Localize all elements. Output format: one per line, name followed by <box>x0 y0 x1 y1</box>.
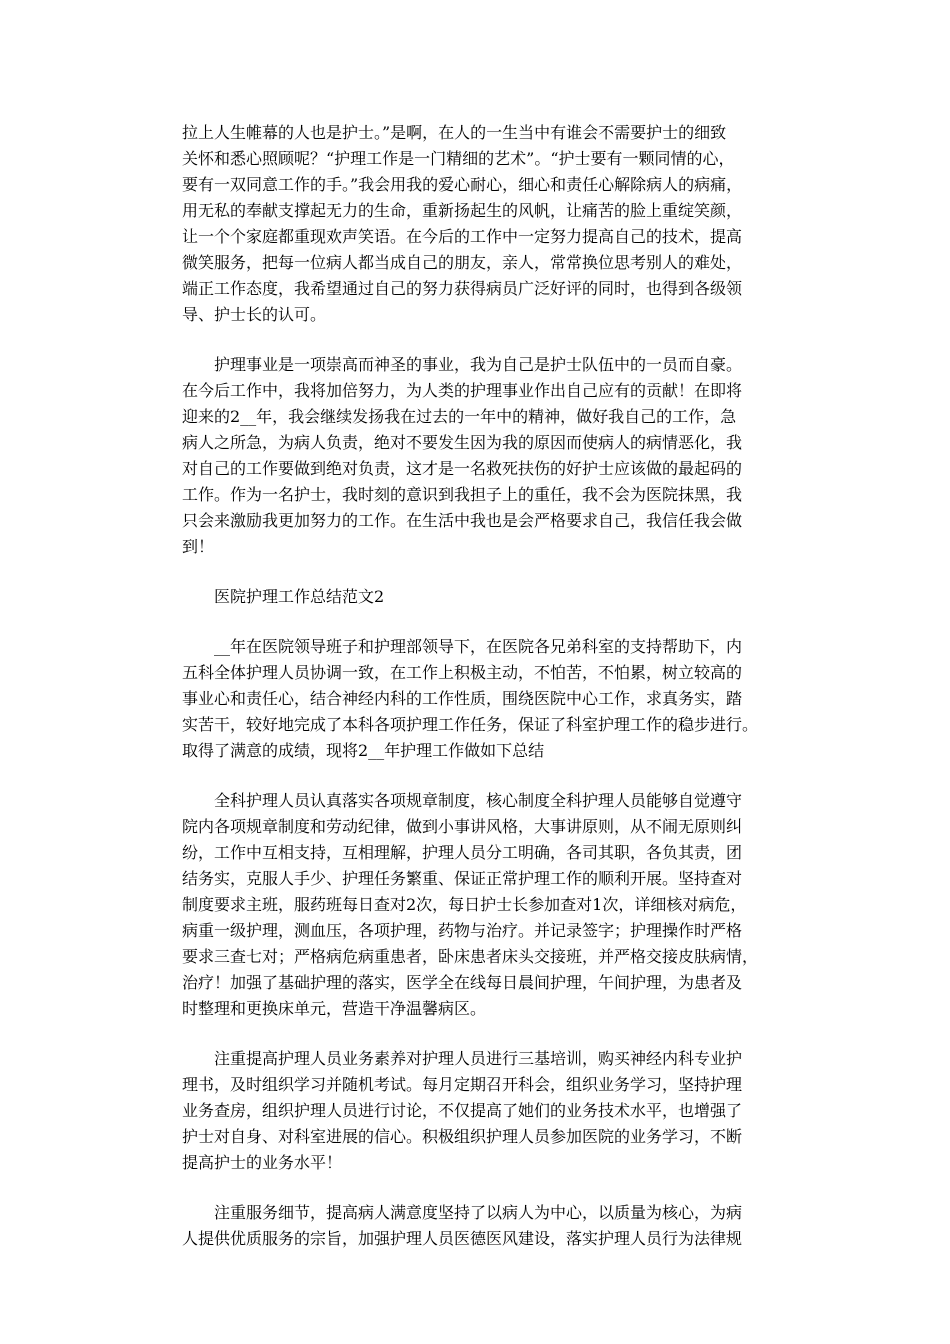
body-paragraph <box>182 1046 782 1176</box>
text-line: 导、护士长的认可。 <box>182 305 327 324</box>
text-line: 只会来激励我更加努力的工作。在生活中我也是会严格要求自己，我信任我会做 <box>182 511 743 530</box>
document-page <box>182 120 782 1276</box>
text-line: 实苦干，较好地完成了本科各项护理工作任务，保证了科室护理工作的稳步进行。 <box>182 715 759 734</box>
text-line: 提高护士的业务水平！ <box>182 1153 343 1172</box>
text-line: 医院护理工作总结范文2 <box>214 587 385 606</box>
text-line: 护理事业是一项崇高而神圣的事业，我为自己是护士队伍中的一员而自豪。 <box>214 355 743 374</box>
body-paragraph <box>182 352 782 560</box>
body-paragraph <box>182 788 782 1022</box>
text-line: __年在医院领导班子和护理部领导下，在医院各兄弟科室的支持帮助下，内 <box>214 637 743 656</box>
body-paragraph <box>182 634 782 764</box>
text-line: 五科全体护理人员协调一致，在工作上积极主动，不怕苦，不怕累，树立较高的 <box>182 663 743 682</box>
text-line: 病重一级护理，测血压，各项护理，药物与治疗。并记录签字；护理操作时严格 <box>182 921 743 940</box>
text-line: 拉上人生帷幕的人也是护士。”是啊，在人的一生当中有谁会不需要护士的细致 <box>182 123 727 142</box>
body-paragraph <box>182 1200 782 1252</box>
text-line: 事业心和责任心，结合神经内科的工作性质，围绕医院中心工作，求真务实，踏 <box>182 689 743 708</box>
text-line: 业务查房，组织护理人员进行讨论，不仅提高了她们的业务技术水平，也增强了 <box>182 1101 743 1120</box>
text-line: 微笑服务，把每一位病人都当成自己的朋友，亲人，常常换位思考别人的难处， <box>182 253 743 272</box>
text-line: 治疗！加强了基础护理的落实，医学全在线每日晨间护理，午间护理，为患者及 <box>182 973 743 992</box>
text-line: 到！ <box>182 537 215 556</box>
text-line: 人提供优质服务的宗旨，加强护理人员医德医风建设，落实护理人员行为法律规 <box>182 1229 743 1248</box>
text-line: 关怀和悉心照顾呢？“护理工作是一门精细的艺术”。“护士要有一颗同情的心， <box>182 149 735 168</box>
text-line: 结务实，克服人手少、护理任务繁重、保证正常护理工作的顺利开展。坚持查对 <box>182 869 743 888</box>
text-line: 病人之所急，为病人负责，绝对不要发生因为我的原因而使病人的病情恶化，我 <box>182 433 743 452</box>
text-line: 用无私的奉献支撑起无力的生命，重新扬起生的风帆，让痛苦的脸上重绽笑颜， <box>182 201 743 220</box>
text-line: 护士对自身、对科室进展的信心。积极组织护理人员参加医院的业务学习，不断 <box>182 1127 743 1146</box>
text-line: 取得了满意的成绩，现将2__年护理工作做如下总结 <box>182 741 545 760</box>
section-heading <box>182 584 782 610</box>
text-line: 制度要求主班，服药班每日查对2次，每日护士长参加查对1次，详细核对病危， <box>182 895 747 914</box>
text-line: 要有一双同意工作的手。”我会用我的爱心耐心，细心和责任心解除病人的病痛， <box>182 175 743 194</box>
text-line: 让一个个家庭都重现欢声笑语。在今后的工作中一定努力提高自己的技术，提高 <box>182 227 743 246</box>
text-line: 注重服务细节，提高病人满意度坚持了以病人为中心，以质量为核心，为病 <box>214 1203 743 1222</box>
text-line: 迎来的2__年，我会继续发扬我在过去的一年中的精神，做好我自己的工作，急 <box>182 407 737 426</box>
text-line: 注重提高护理人员业务素养对护理人员进行三基培训，购买神经内科专业护 <box>214 1049 743 1068</box>
text-line: 理书，及时组织学习并随机考试。每月定期召开科会，组织业务学习，坚持护理 <box>182 1075 743 1094</box>
text-line: 在今后工作中，我将加倍努力，为人类的护理事业作出自己应有的贡献！在即将 <box>182 381 743 400</box>
text-line: 院内各项规章制度和劳动纪律，做到小事讲风格，大事讲原则，从不闹无原则纠 <box>182 817 743 836</box>
text-line: 对自己的工作要做到绝对负责，这才是一名救死扶伤的好护士应该做的最起码的 <box>182 459 743 478</box>
text-line: 时整理和更换床单元，营造干净温馨病区。 <box>182 999 487 1018</box>
text-line: 端正工作态度，我希望通过自己的努力获得病员广泛好评的同时，也得到各级领 <box>182 279 743 298</box>
text-line: 全科护理人员认真落实各项规章制度，核心制度全科护理人员能够自觉遵守 <box>214 791 743 810</box>
text-line: 工作。作为一名护士，我时刻的意识到我担子上的重任，我不会为医院抹黑，我 <box>182 485 743 504</box>
text-line: 要求三查七对；严格病危病重患者，卧床患者床头交接班，并严格交接皮肤病情， <box>182 947 759 966</box>
text-line: 纷，工作中互相支持，互相理解，护理人员分工明确，各司其职，各负其责，团 <box>182 843 743 862</box>
body-paragraph <box>182 120 782 328</box>
